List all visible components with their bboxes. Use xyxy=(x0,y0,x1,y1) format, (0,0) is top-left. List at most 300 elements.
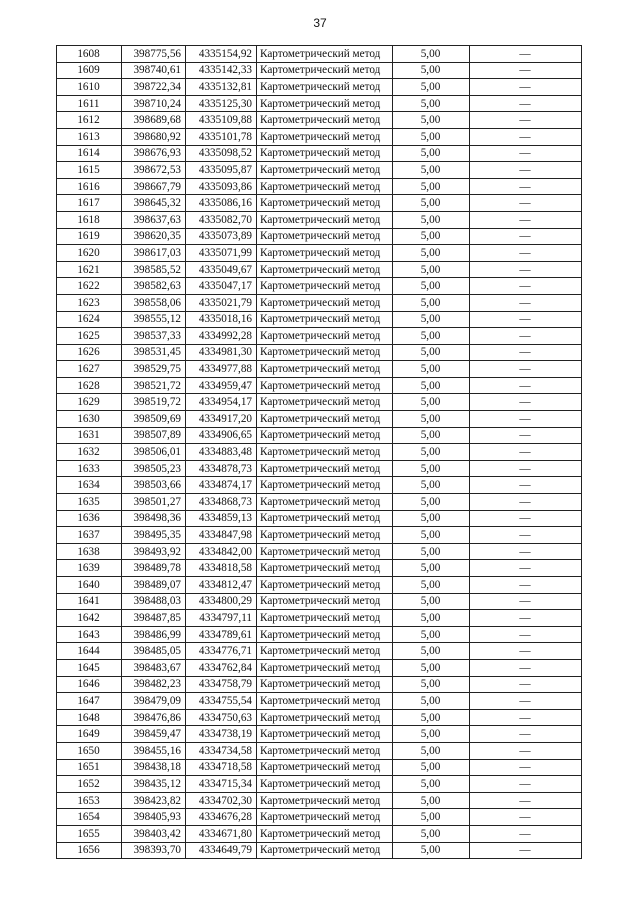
note-cell: — xyxy=(470,394,582,411)
x-coordinate-cell: 398722,34 xyxy=(122,79,186,96)
y-coordinate-cell: 4334977,88 xyxy=(186,361,257,378)
x-coordinate-cell: 398435,12 xyxy=(122,776,186,793)
table-row xyxy=(57,195,582,212)
y-coordinate-cell: 4334859,13 xyxy=(186,510,257,527)
accuracy-cell: 5,00 xyxy=(393,593,470,610)
x-coordinate-cell: 398489,78 xyxy=(122,560,186,577)
table-row xyxy=(57,693,582,710)
note-cell: — xyxy=(470,411,582,428)
y-coordinate-cell: 4335098,52 xyxy=(186,145,257,162)
note-cell: — xyxy=(470,809,582,826)
y-coordinate-cell: 4335154,92 xyxy=(186,46,257,63)
accuracy-cell: 5,00 xyxy=(393,709,470,726)
note-cell: — xyxy=(470,610,582,627)
x-coordinate-cell: 398637,63 xyxy=(122,211,186,228)
note-cell: — xyxy=(470,742,582,759)
note-cell: — xyxy=(470,211,582,228)
note-cell: — xyxy=(470,659,582,676)
note-cell: — xyxy=(470,527,582,544)
accuracy-cell: 5,00 xyxy=(393,178,470,195)
note-cell: — xyxy=(470,46,582,63)
point-number-cell: 1649 xyxy=(57,726,122,743)
y-coordinate-cell: 4335093,86 xyxy=(186,178,257,195)
method-cell: Картометрический метод xyxy=(257,328,393,345)
point-number-cell: 1623 xyxy=(57,294,122,311)
table-row xyxy=(57,344,582,361)
point-number-cell: 1615 xyxy=(57,162,122,179)
method-cell: Картометрический метод xyxy=(257,726,393,743)
accuracy-cell: 5,00 xyxy=(393,742,470,759)
table-row xyxy=(57,79,582,96)
accuracy-cell: 5,00 xyxy=(393,62,470,79)
method-cell: Картометрический метод xyxy=(257,510,393,527)
y-coordinate-cell: 4334883,48 xyxy=(186,444,257,461)
y-coordinate-cell: 4334789,61 xyxy=(186,626,257,643)
table-row xyxy=(57,676,582,693)
coordinates-table-body xyxy=(57,46,582,859)
point-number-cell: 1646 xyxy=(57,676,122,693)
table-row xyxy=(57,261,582,278)
table-row xyxy=(57,477,582,494)
y-coordinate-cell: 4334954,17 xyxy=(186,394,257,411)
point-number-cell: 1636 xyxy=(57,510,122,527)
method-cell: Картометрический метод xyxy=(257,742,393,759)
table-row xyxy=(57,776,582,793)
y-coordinate-cell: 4334762,84 xyxy=(186,659,257,676)
note-cell: — xyxy=(470,676,582,693)
table-row xyxy=(57,394,582,411)
point-number-cell: 1644 xyxy=(57,643,122,660)
note-cell: — xyxy=(470,560,582,577)
accuracy-cell: 5,00 xyxy=(393,693,470,710)
x-coordinate-cell: 398479,09 xyxy=(122,693,186,710)
x-coordinate-cell: 398667,79 xyxy=(122,178,186,195)
x-coordinate-cell: 398775,56 xyxy=(122,46,186,63)
x-coordinate-cell: 398493,92 xyxy=(122,543,186,560)
note-cell: — xyxy=(470,842,582,859)
table-row xyxy=(57,842,582,859)
note-cell: — xyxy=(470,726,582,743)
method-cell: Картометрический метод xyxy=(257,361,393,378)
point-number-cell: 1627 xyxy=(57,361,122,378)
point-number-cell: 1648 xyxy=(57,709,122,726)
point-number-cell: 1641 xyxy=(57,593,122,610)
x-coordinate-cell: 398505,23 xyxy=(122,460,186,477)
x-coordinate-cell: 398501,27 xyxy=(122,494,186,511)
table-row xyxy=(57,494,582,511)
y-coordinate-cell: 4335109,88 xyxy=(186,112,257,129)
table-row xyxy=(57,792,582,809)
method-cell: Картометрический метод xyxy=(257,643,393,660)
method-cell: Картометрический метод xyxy=(257,344,393,361)
y-coordinate-cell: 4334676,28 xyxy=(186,809,257,826)
method-cell: Картометрический метод xyxy=(257,377,393,394)
y-coordinate-cell: 4335021,79 xyxy=(186,294,257,311)
note-cell: — xyxy=(470,494,582,511)
y-coordinate-cell: 4334847,98 xyxy=(186,527,257,544)
y-coordinate-cell: 4334718,58 xyxy=(186,759,257,776)
x-coordinate-cell: 398521,72 xyxy=(122,377,186,394)
note-cell: — xyxy=(470,427,582,444)
accuracy-cell: 5,00 xyxy=(393,95,470,112)
note-cell: — xyxy=(470,95,582,112)
method-cell: Картометрический метод xyxy=(257,543,393,560)
note-cell: — xyxy=(470,693,582,710)
note-cell: — xyxy=(470,278,582,295)
note-cell: — xyxy=(470,444,582,461)
method-cell: Картометрический метод xyxy=(257,809,393,826)
note-cell: — xyxy=(470,593,582,610)
point-number-cell: 1611 xyxy=(57,95,122,112)
accuracy-cell: 5,00 xyxy=(393,195,470,212)
y-coordinate-cell: 4334734,58 xyxy=(186,742,257,759)
point-number-cell: 1635 xyxy=(57,494,122,511)
method-cell: Картометрический метод xyxy=(257,659,393,676)
method-cell: Картометрический метод xyxy=(257,626,393,643)
table-row xyxy=(57,543,582,560)
y-coordinate-cell: 4334959,47 xyxy=(186,377,257,394)
table-row xyxy=(57,527,582,544)
x-coordinate-cell: 398438,18 xyxy=(122,759,186,776)
note-cell: — xyxy=(470,577,582,594)
accuracy-cell: 5,00 xyxy=(393,792,470,809)
table-row xyxy=(57,245,582,262)
y-coordinate-cell: 4334797,11 xyxy=(186,610,257,627)
table-row xyxy=(57,411,582,428)
method-cell: Картометрический метод xyxy=(257,593,393,610)
method-cell: Картометрический метод xyxy=(257,245,393,262)
point-number-cell: 1656 xyxy=(57,842,122,859)
accuracy-cell: 5,00 xyxy=(393,46,470,63)
table-row xyxy=(57,46,582,63)
note-cell: — xyxy=(470,79,582,96)
accuracy-cell: 5,00 xyxy=(393,344,470,361)
method-cell: Картометрический метод xyxy=(257,460,393,477)
table-row xyxy=(57,593,582,610)
accuracy-cell: 5,00 xyxy=(393,842,470,859)
method-cell: Картометрический метод xyxy=(257,610,393,627)
method-cell: Картометрический метод xyxy=(257,693,393,710)
accuracy-cell: 5,00 xyxy=(393,527,470,544)
table-row xyxy=(57,709,582,726)
x-coordinate-cell: 398689,68 xyxy=(122,112,186,129)
point-number-cell: 1634 xyxy=(57,477,122,494)
note-cell: — xyxy=(470,460,582,477)
y-coordinate-cell: 4334917,20 xyxy=(186,411,257,428)
method-cell: Картометрический метод xyxy=(257,211,393,228)
accuracy-cell: 5,00 xyxy=(393,361,470,378)
accuracy-cell: 5,00 xyxy=(393,162,470,179)
point-number-cell: 1653 xyxy=(57,792,122,809)
accuracy-cell: 5,00 xyxy=(393,759,470,776)
point-number-cell: 1651 xyxy=(57,759,122,776)
accuracy-cell: 5,00 xyxy=(393,610,470,627)
table-row xyxy=(57,377,582,394)
y-coordinate-cell: 4334738,19 xyxy=(186,726,257,743)
method-cell: Картометрический метод xyxy=(257,776,393,793)
y-coordinate-cell: 4335132,81 xyxy=(186,79,257,96)
table-row xyxy=(57,62,582,79)
table-row xyxy=(57,809,582,826)
note-cell: — xyxy=(470,825,582,842)
accuracy-cell: 5,00 xyxy=(393,825,470,842)
y-coordinate-cell: 4334874,17 xyxy=(186,477,257,494)
accuracy-cell: 5,00 xyxy=(393,411,470,428)
x-coordinate-cell: 398537,33 xyxy=(122,328,186,345)
y-coordinate-cell: 4334992,28 xyxy=(186,328,257,345)
point-number-cell: 1624 xyxy=(57,311,122,328)
accuracy-cell: 5,00 xyxy=(393,560,470,577)
accuracy-cell: 5,00 xyxy=(393,211,470,228)
x-coordinate-cell: 398582,63 xyxy=(122,278,186,295)
x-coordinate-cell: 398507,89 xyxy=(122,427,186,444)
method-cell: Картометрический метод xyxy=(257,128,393,145)
y-coordinate-cell: 4335071,99 xyxy=(186,245,257,262)
table-row xyxy=(57,328,582,345)
y-coordinate-cell: 4334702,30 xyxy=(186,792,257,809)
x-coordinate-cell: 398710,24 xyxy=(122,95,186,112)
y-coordinate-cell: 4334868,73 xyxy=(186,494,257,511)
accuracy-cell: 5,00 xyxy=(393,261,470,278)
accuracy-cell: 5,00 xyxy=(393,626,470,643)
note-cell: — xyxy=(470,759,582,776)
method-cell: Картометрический метод xyxy=(257,792,393,809)
method-cell: Картометрический метод xyxy=(257,46,393,63)
x-coordinate-cell: 398405,93 xyxy=(122,809,186,826)
y-coordinate-cell: 4334842,00 xyxy=(186,543,257,560)
accuracy-cell: 5,00 xyxy=(393,394,470,411)
table-row xyxy=(57,278,582,295)
accuracy-cell: 5,00 xyxy=(393,776,470,793)
note-cell: — xyxy=(470,361,582,378)
table-row xyxy=(57,510,582,527)
y-coordinate-cell: 4334649,79 xyxy=(186,842,257,859)
page-number: 37 xyxy=(313,16,327,30)
point-number-cell: 1620 xyxy=(57,245,122,262)
point-number-cell: 1609 xyxy=(57,62,122,79)
note-cell: — xyxy=(470,162,582,179)
method-cell: Картометрический метод xyxy=(257,427,393,444)
point-number-cell: 1614 xyxy=(57,145,122,162)
accuracy-cell: 5,00 xyxy=(393,809,470,826)
note-cell: — xyxy=(470,245,582,262)
method-cell: Картометрический метод xyxy=(257,79,393,96)
method-cell: Картометрический метод xyxy=(257,394,393,411)
accuracy-cell: 5,00 xyxy=(393,494,470,511)
x-coordinate-cell: 398531,45 xyxy=(122,344,186,361)
point-number-cell: 1654 xyxy=(57,809,122,826)
method-cell: Картометрический метод xyxy=(257,560,393,577)
point-number-cell: 1645 xyxy=(57,659,122,676)
table-row xyxy=(57,228,582,245)
table-row xyxy=(57,178,582,195)
note-cell: — xyxy=(470,328,582,345)
x-coordinate-cell: 398620,35 xyxy=(122,228,186,245)
method-cell: Картометрический метод xyxy=(257,759,393,776)
table-row xyxy=(57,162,582,179)
method-cell: Картометрический метод xyxy=(257,411,393,428)
method-cell: Картометрический метод xyxy=(257,195,393,212)
x-coordinate-cell: 398482,23 xyxy=(122,676,186,693)
y-coordinate-cell: 4335073,89 xyxy=(186,228,257,245)
method-cell: Картометрический метод xyxy=(257,444,393,461)
note-cell: — xyxy=(470,643,582,660)
note-cell: — xyxy=(470,344,582,361)
point-number-cell: 1625 xyxy=(57,328,122,345)
method-cell: Картометрический метод xyxy=(257,278,393,295)
x-coordinate-cell: 398487,85 xyxy=(122,610,186,627)
x-coordinate-cell: 398503,66 xyxy=(122,477,186,494)
method-cell: Картометрический метод xyxy=(257,842,393,859)
x-coordinate-cell: 398393,70 xyxy=(122,842,186,859)
y-coordinate-cell: 4335095,87 xyxy=(186,162,257,179)
x-coordinate-cell: 398485,05 xyxy=(122,643,186,660)
y-coordinate-cell: 4335049,67 xyxy=(186,261,257,278)
point-number-cell: 1629 xyxy=(57,394,122,411)
method-cell: Картометрический метод xyxy=(257,95,393,112)
y-coordinate-cell: 4335125,30 xyxy=(186,95,257,112)
accuracy-cell: 5,00 xyxy=(393,145,470,162)
table-row xyxy=(57,726,582,743)
table-row xyxy=(57,659,582,676)
point-number-cell: 1650 xyxy=(57,742,122,759)
accuracy-cell: 5,00 xyxy=(393,726,470,743)
table-row xyxy=(57,145,582,162)
point-number-cell: 1618 xyxy=(57,211,122,228)
method-cell: Картометрический метод xyxy=(257,294,393,311)
method-cell: Картометрический метод xyxy=(257,709,393,726)
y-coordinate-cell: 4334776,71 xyxy=(186,643,257,660)
table-row xyxy=(57,211,582,228)
accuracy-cell: 5,00 xyxy=(393,543,470,560)
x-coordinate-cell: 398676,93 xyxy=(122,145,186,162)
accuracy-cell: 5,00 xyxy=(393,311,470,328)
method-cell: Картометрический метод xyxy=(257,62,393,79)
method-cell: Картометрический метод xyxy=(257,527,393,544)
x-coordinate-cell: 398459,47 xyxy=(122,726,186,743)
table-row xyxy=(57,361,582,378)
point-number-cell: 1630 xyxy=(57,411,122,428)
y-coordinate-cell: 4334715,34 xyxy=(186,776,257,793)
x-coordinate-cell: 398498,36 xyxy=(122,510,186,527)
y-coordinate-cell: 4334750,63 xyxy=(186,709,257,726)
y-coordinate-cell: 4334818,58 xyxy=(186,560,257,577)
point-number-cell: 1608 xyxy=(57,46,122,63)
method-cell: Картометрический метод xyxy=(257,311,393,328)
y-coordinate-cell: 4335018,16 xyxy=(186,311,257,328)
point-number-cell: 1639 xyxy=(57,560,122,577)
table-row xyxy=(57,95,582,112)
y-coordinate-cell: 4335047,17 xyxy=(186,278,257,295)
x-coordinate-cell: 398483,67 xyxy=(122,659,186,676)
point-number-cell: 1638 xyxy=(57,543,122,560)
table-row xyxy=(57,460,582,477)
x-coordinate-cell: 398506,01 xyxy=(122,444,186,461)
x-coordinate-cell: 398519,72 xyxy=(122,394,186,411)
method-cell: Картометрический метод xyxy=(257,112,393,129)
note-cell: — xyxy=(470,145,582,162)
note-cell: — xyxy=(470,776,582,793)
point-number-cell: 1616 xyxy=(57,178,122,195)
point-number-cell: 1610 xyxy=(57,79,122,96)
y-coordinate-cell: 4335086,16 xyxy=(186,195,257,212)
point-number-cell: 1622 xyxy=(57,278,122,295)
y-coordinate-cell: 4334800,29 xyxy=(186,593,257,610)
y-coordinate-cell: 4334812,47 xyxy=(186,577,257,594)
y-coordinate-cell: 4335142,33 xyxy=(186,62,257,79)
note-cell: — xyxy=(470,377,582,394)
table-row xyxy=(57,610,582,627)
accuracy-cell: 5,00 xyxy=(393,112,470,129)
y-coordinate-cell: 4334755,54 xyxy=(186,693,257,710)
note-cell: — xyxy=(470,62,582,79)
point-number-cell: 1628 xyxy=(57,377,122,394)
note-cell: — xyxy=(470,178,582,195)
note-cell: — xyxy=(470,709,582,726)
table-row xyxy=(57,128,582,145)
table-row xyxy=(57,759,582,776)
y-coordinate-cell: 4334878,73 xyxy=(186,460,257,477)
table-row xyxy=(57,560,582,577)
y-coordinate-cell: 4335082,70 xyxy=(186,211,257,228)
x-coordinate-cell: 398495,35 xyxy=(122,527,186,544)
table-row xyxy=(57,825,582,842)
y-coordinate-cell: 4335101,78 xyxy=(186,128,257,145)
table-row xyxy=(57,742,582,759)
accuracy-cell: 5,00 xyxy=(393,643,470,660)
method-cell: Картометрический метод xyxy=(257,825,393,842)
x-coordinate-cell: 398423,82 xyxy=(122,792,186,809)
point-number-cell: 1655 xyxy=(57,825,122,842)
accuracy-cell: 5,00 xyxy=(393,294,470,311)
note-cell: — xyxy=(470,792,582,809)
accuracy-cell: 5,00 xyxy=(393,444,470,461)
method-cell: Картометрический метод xyxy=(257,477,393,494)
point-number-cell: 1619 xyxy=(57,228,122,245)
accuracy-cell: 5,00 xyxy=(393,278,470,295)
note-cell: — xyxy=(470,195,582,212)
x-coordinate-cell: 398488,03 xyxy=(122,593,186,610)
point-number-cell: 1637 xyxy=(57,527,122,544)
x-coordinate-cell: 398476,86 xyxy=(122,709,186,726)
note-cell: — xyxy=(470,510,582,527)
point-number-cell: 1652 xyxy=(57,776,122,793)
accuracy-cell: 5,00 xyxy=(393,128,470,145)
y-coordinate-cell: 4334671,80 xyxy=(186,825,257,842)
method-cell: Картометрический метод xyxy=(257,494,393,511)
x-coordinate-cell: 398486,99 xyxy=(122,626,186,643)
method-cell: Картометрический метод xyxy=(257,676,393,693)
method-cell: Картометрический метод xyxy=(257,162,393,179)
point-number-cell: 1632 xyxy=(57,444,122,461)
note-cell: — xyxy=(470,261,582,278)
accuracy-cell: 5,00 xyxy=(393,245,470,262)
point-number-cell: 1642 xyxy=(57,610,122,627)
table-row xyxy=(57,577,582,594)
accuracy-cell: 5,00 xyxy=(393,460,470,477)
note-cell: — xyxy=(470,228,582,245)
note-cell: — xyxy=(470,112,582,129)
table-row xyxy=(57,643,582,660)
accuracy-cell: 5,00 xyxy=(393,427,470,444)
x-coordinate-cell: 398672,53 xyxy=(122,162,186,179)
point-number-cell: 1643 xyxy=(57,626,122,643)
table-row xyxy=(57,427,582,444)
y-coordinate-cell: 4334758,79 xyxy=(186,676,257,693)
x-coordinate-cell: 398455,16 xyxy=(122,742,186,759)
accuracy-cell: 5,00 xyxy=(393,377,470,394)
method-cell: Картометрический метод xyxy=(257,145,393,162)
